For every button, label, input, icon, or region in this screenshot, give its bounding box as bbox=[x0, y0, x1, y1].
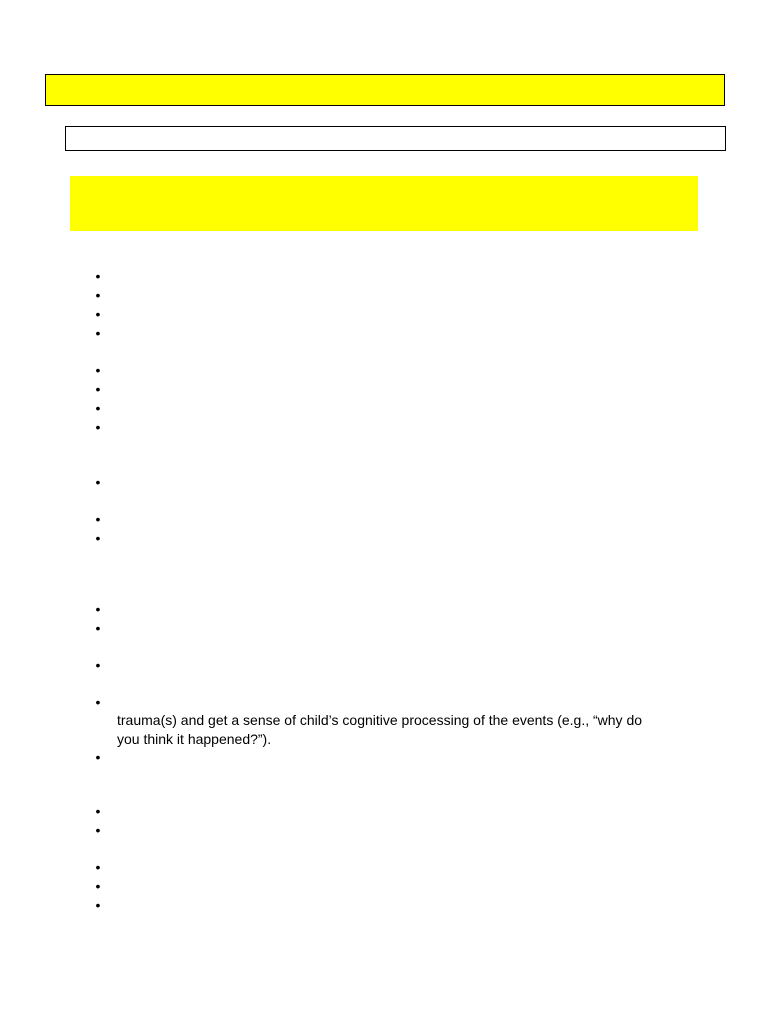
bullet-20 bbox=[94, 879, 102, 893]
bullet-10 bbox=[94, 512, 102, 526]
body-paragraph: trauma(s) and get a sense of child’s cognitive processing of the events (e.g., “why do you think it happened?”). bbox=[117, 712, 643, 747]
bullet-12 bbox=[94, 602, 102, 616]
bullet-9 bbox=[94, 475, 102, 489]
bullet-18 bbox=[94, 823, 102, 837]
bullet-5 bbox=[94, 363, 102, 377]
bullet-11 bbox=[94, 531, 102, 545]
subheader-box bbox=[65, 126, 726, 151]
bullet-4 bbox=[94, 326, 102, 340]
bullet-7 bbox=[94, 401, 102, 415]
bullet-8 bbox=[94, 420, 102, 434]
bullet-15 bbox=[94, 695, 102, 709]
highlight-block bbox=[70, 176, 698, 231]
bullet-1 bbox=[94, 269, 102, 283]
bullet-16 bbox=[94, 750, 102, 764]
bullet-2 bbox=[94, 288, 102, 302]
bullet-3 bbox=[94, 307, 102, 321]
bullet-14 bbox=[94, 658, 102, 672]
bullet-13 bbox=[94, 621, 102, 635]
header-highlight-bar bbox=[45, 74, 725, 106]
bullet-17 bbox=[94, 804, 102, 818]
bullet-21 bbox=[94, 898, 102, 912]
bullet-19 bbox=[94, 860, 102, 874]
bullet-6 bbox=[94, 382, 102, 396]
